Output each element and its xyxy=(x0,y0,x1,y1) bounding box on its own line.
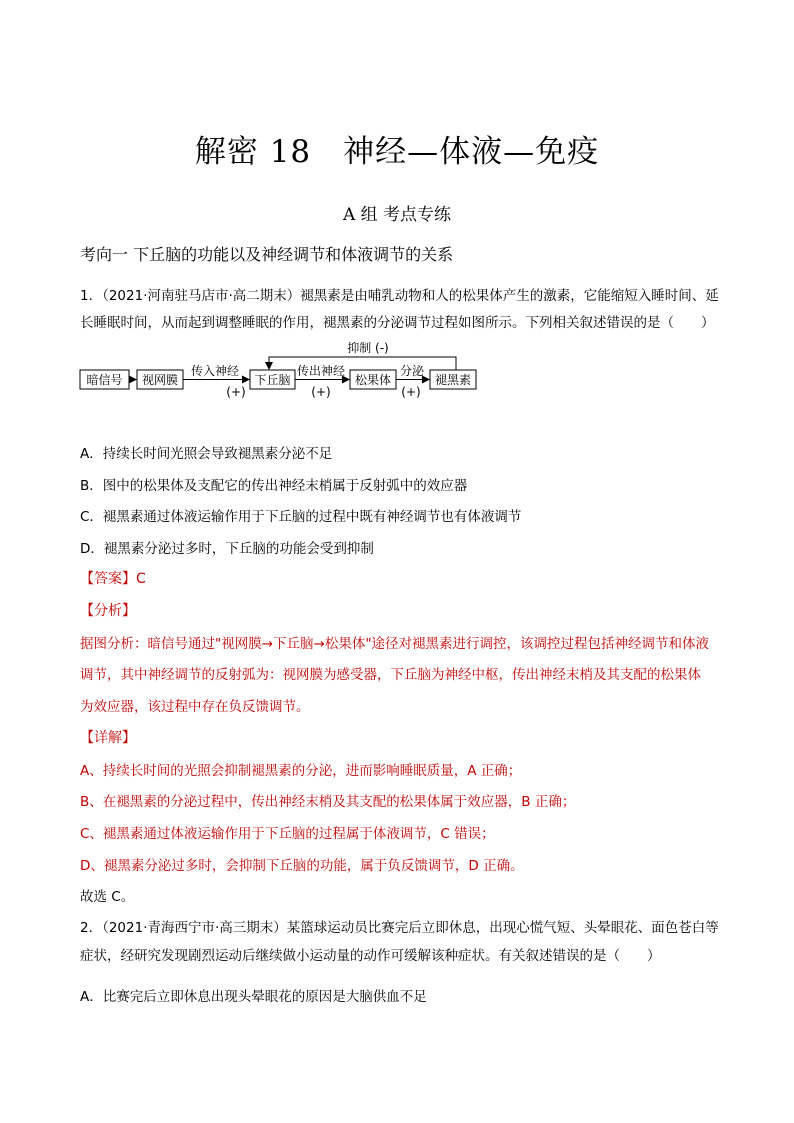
q2-stem-line1: 2．（2021·青海西宁市·高三期末）某篮球运动员比赛完后立即休息，出现心慌气短、头晕眼花、面色苍白等 xyxy=(80,920,719,936)
label-efferent: 传出神经 xyxy=(296,364,346,378)
q1-option-a: A．持续长时间光照会导致褪黑素分泌不足 xyxy=(80,446,333,462)
analysis-line2: 调节，其中神经调节的反射弧为：视网膜为感受器，下丘脑为神经中枢，传出神经末梢及其支配的松果体 xyxy=(80,667,701,683)
label-secrete: 分泌 xyxy=(399,364,425,378)
q1-option-c: C．褪黑素通过体液运输作用于下丘脑的过程中既有神经调节也有体液调节 xyxy=(80,509,522,525)
analysis-line3: 为效应器，该过程中存在负反馈调节。 xyxy=(80,699,310,715)
sign-3: (+) xyxy=(401,385,421,398)
sign-2: (+) xyxy=(311,385,331,398)
detail-a: A、持续长时间的光照会抑制褪黑素的分泌，进而影响睡眠质量，A 正确； xyxy=(80,763,522,779)
detail-label: 【详解】 xyxy=(80,730,136,746)
detail-c: C、褪黑素通过体液运输作用于下丘脑的过程属于体液调节，C 错误； xyxy=(80,826,495,842)
feedback-label: 抑制 (-) xyxy=(347,341,389,355)
group-heading: A 组 考点专练 xyxy=(342,205,452,225)
analysis-label: 【分析】 xyxy=(80,603,136,619)
q1-option-d: D．褪黑素分泌过多时，下丘脑的功能会受到抑制 xyxy=(80,541,374,557)
analysis-line1: 据图分析：暗信号通过"视网膜→下丘脑→松果体"途径对褪黑素进行调控，该调控过程包括神经调节和体液 xyxy=(80,636,710,652)
box-retina-label: 视网膜 xyxy=(141,373,179,387)
regulation-diagram xyxy=(78,336,488,398)
box-melatonin-label: 褪黑素 xyxy=(434,373,472,387)
page-title: 解密 18 神经—体液—免疫 xyxy=(194,134,600,170)
q2-option-a: A．比赛完后立即休息出现头晕眼花的原因是大脑供血不足 xyxy=(80,989,427,1005)
box-dark-signal-label: 暗信号 xyxy=(86,373,123,387)
q1-stem-line2: 长睡眠时间，从而起到调整睡眠的作用，褪黑素的分泌调节过程如图所示。下列相关叙述错误的是（ ） xyxy=(80,315,715,331)
box-hypothalamus-label: 下丘脑 xyxy=(254,373,291,387)
detail-b: B、在褪黑素的分泌过程中，传出神经末梢及其支配的松果体属于效应器，B 正确； xyxy=(80,794,576,810)
box-pineal-label: 松果体 xyxy=(354,373,392,387)
label-afferent: 传入神经 xyxy=(190,364,240,378)
detail-d: D、褪黑素分泌过多时，会抑制下丘脑的功能，属于负反馈调节，D 正确。 xyxy=(80,858,524,874)
q1-conclusion: 故选 C。 xyxy=(80,889,135,905)
q2-stem-line2: 症状，经研究发现剧烈运动后继续做小运动量的动作可缓解该种症状。有关叙述错误的是（ ） xyxy=(80,948,661,964)
q1-stem-line1: 1．（2021·河南驻马店市·高二期末）褪黑素是由哺乳动物和人的松果体产生的激素，它能缩短入睡时间、延 xyxy=(80,288,719,304)
answer-label: 【答案】C xyxy=(80,571,146,587)
sign-1: (+) xyxy=(226,385,246,398)
q1-option-b: B．图中的松果体及支配它的传出神经末梢属于反射弧中的效应器 xyxy=(80,478,468,494)
section-heading: 考向一 下丘脑的功能以及神经调节和体液调节的关系 xyxy=(80,245,454,264)
